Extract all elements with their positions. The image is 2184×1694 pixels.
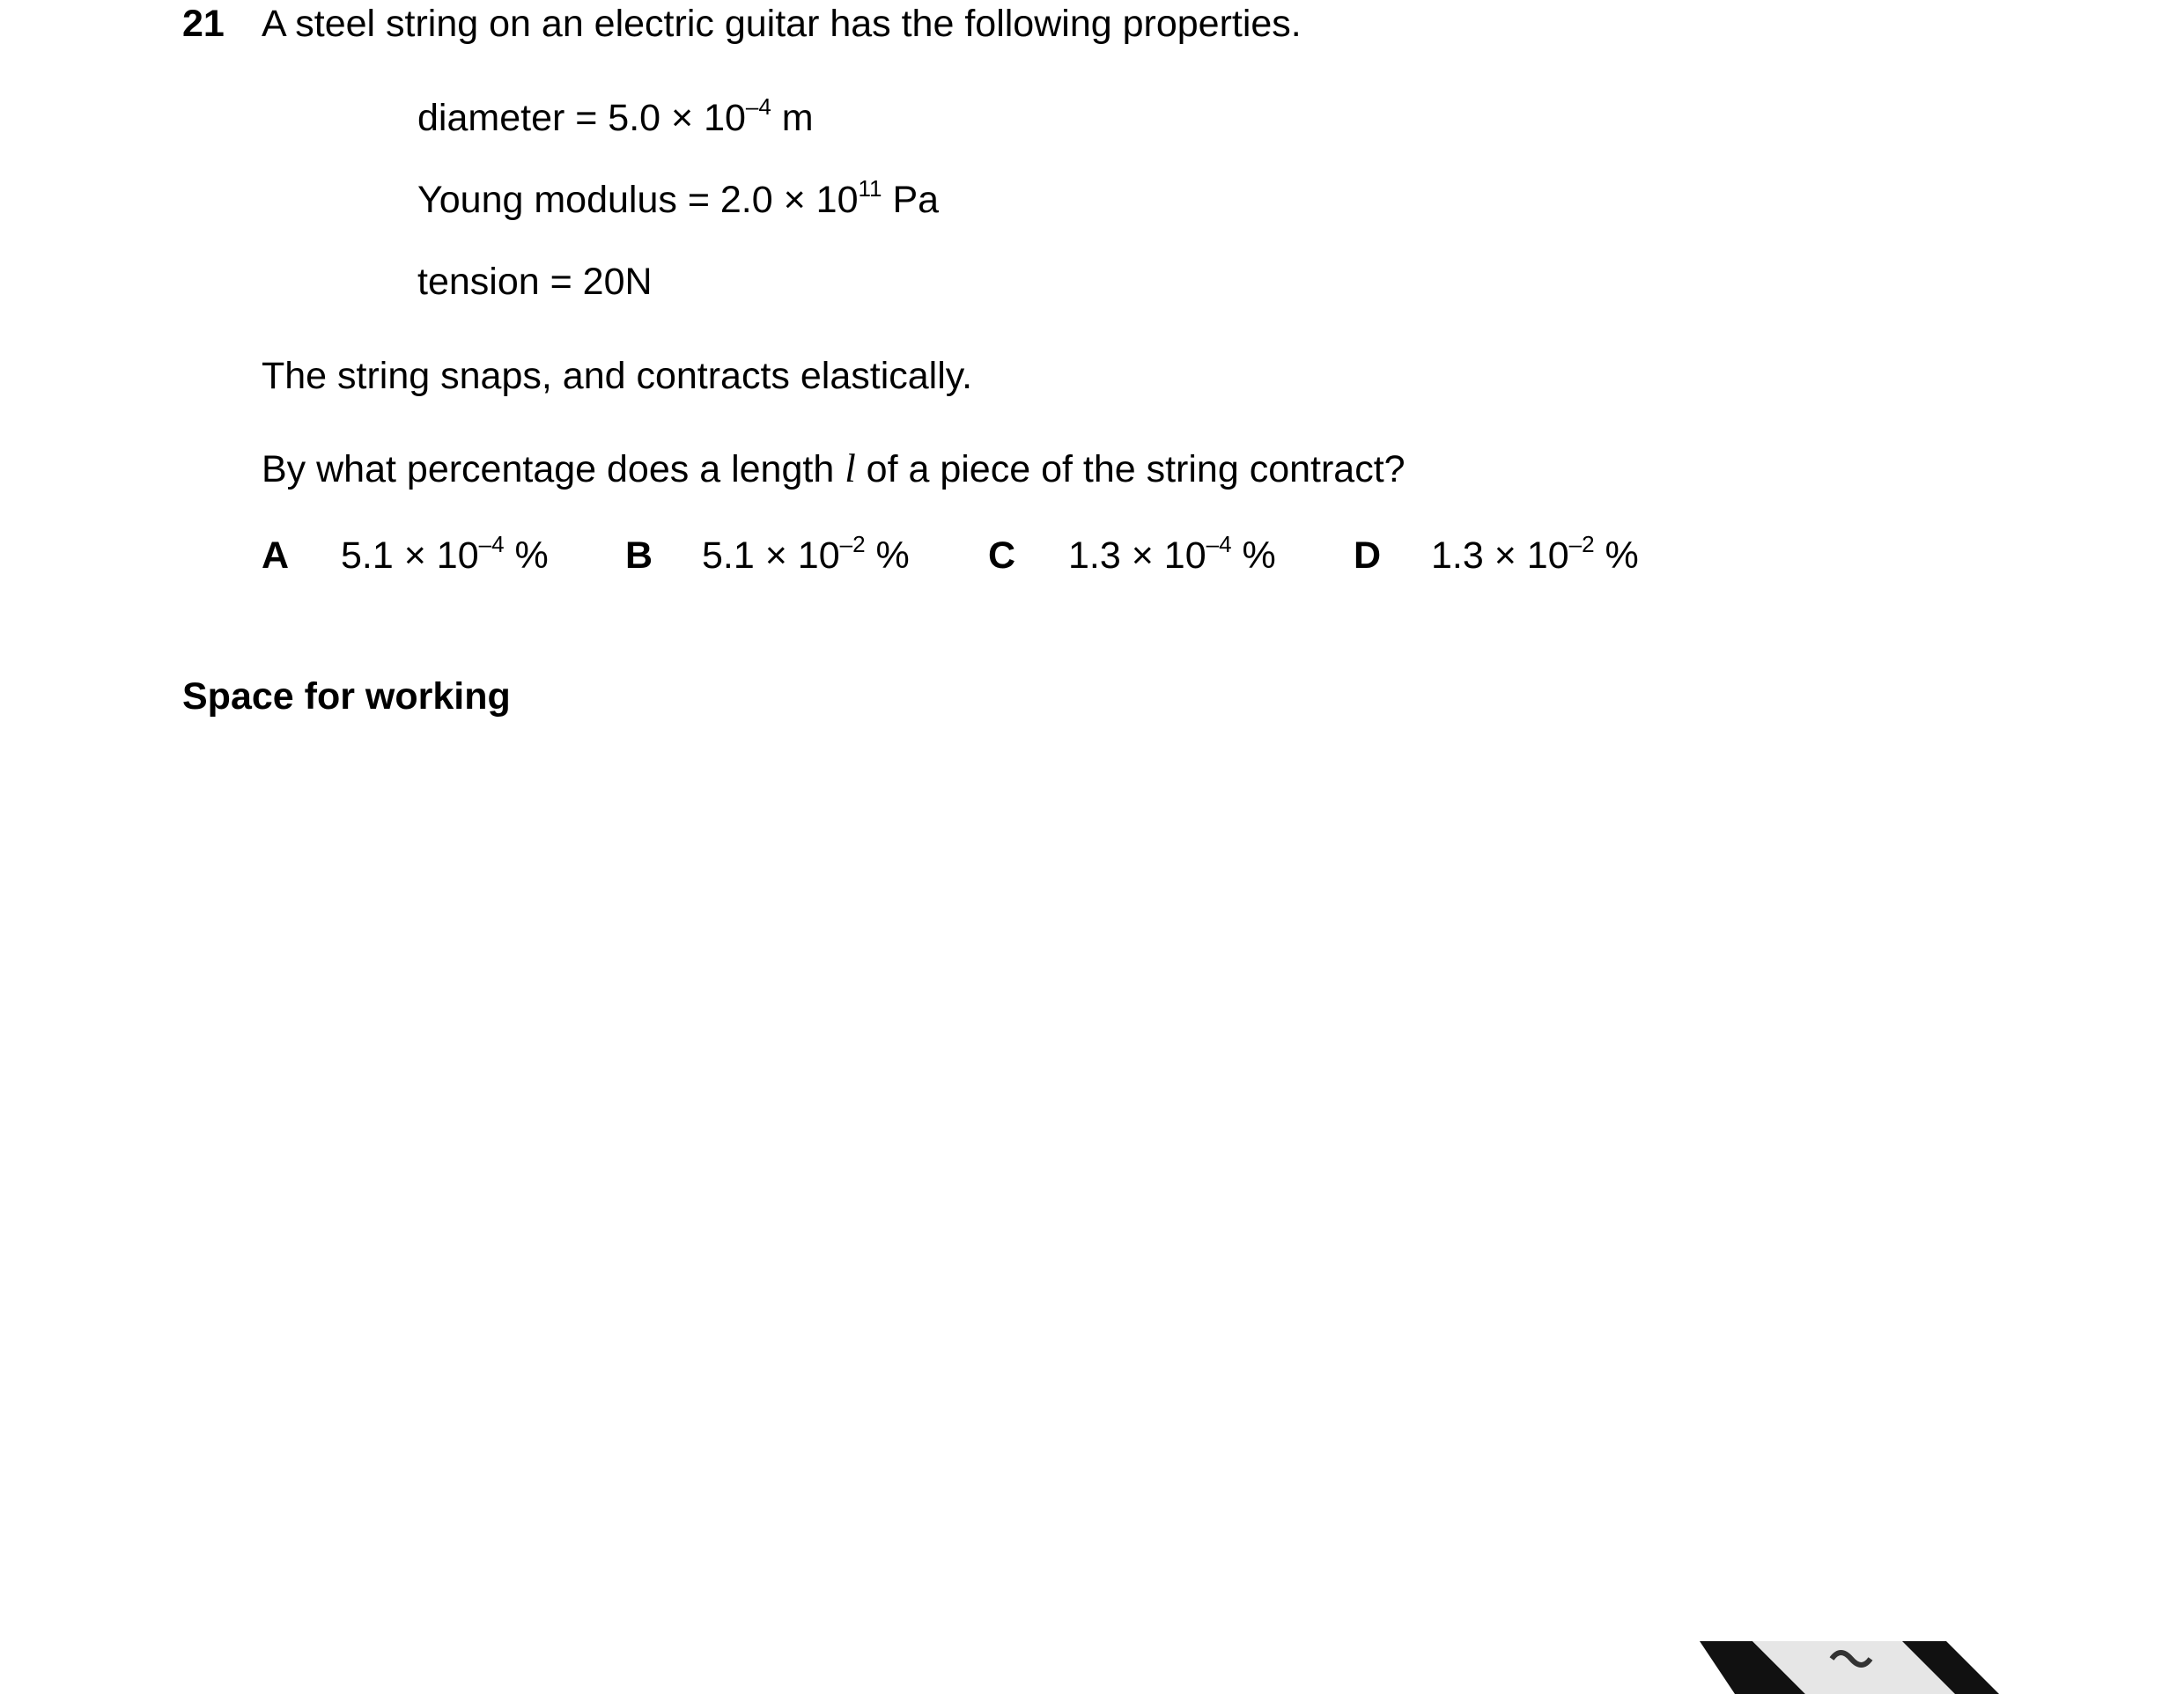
property-tension: tension = 20N: [417, 261, 653, 303]
option-a-letter[interactable]: A: [262, 534, 290, 577]
question-prompt: By what percentage does a length l of a piece of the string contract?: [262, 446, 1406, 490]
question-number: 21: [182, 3, 225, 45]
length-variable: l: [845, 446, 856, 490]
option-d-value[interactable]: $1.3 \times 10^{-2}$ %: [1431, 531, 1639, 577]
question-stem: A steel string on an electric guitar has the following properties.: [262, 3, 1302, 45]
property-young-modulus: Young modulus = $2.0 \times 10^{11}$ Pa: [417, 175, 940, 221]
option-b-letter[interactable]: B: [625, 534, 653, 577]
property-diameter: diameter = $5.0 \times 10^{-4}$ m: [417, 93, 814, 139]
option-a-value[interactable]: $5.1 \times 10^{-4}$ %: [341, 531, 549, 577]
option-c-value[interactable]: $1.3 \times 10^{-4}$ %: [1068, 531, 1276, 577]
corner-stamp-graphic: [1700, 1641, 1999, 1694]
space-for-working-heading: Space for working: [182, 675, 511, 718]
statement-text: The string snaps, and contracts elastically.: [262, 355, 973, 397]
option-c-letter[interactable]: C: [988, 534, 1016, 577]
option-d-letter[interactable]: D: [1354, 534, 1382, 577]
option-b-value[interactable]: $5.1 \times 10^{-2}$ %: [702, 531, 910, 577]
